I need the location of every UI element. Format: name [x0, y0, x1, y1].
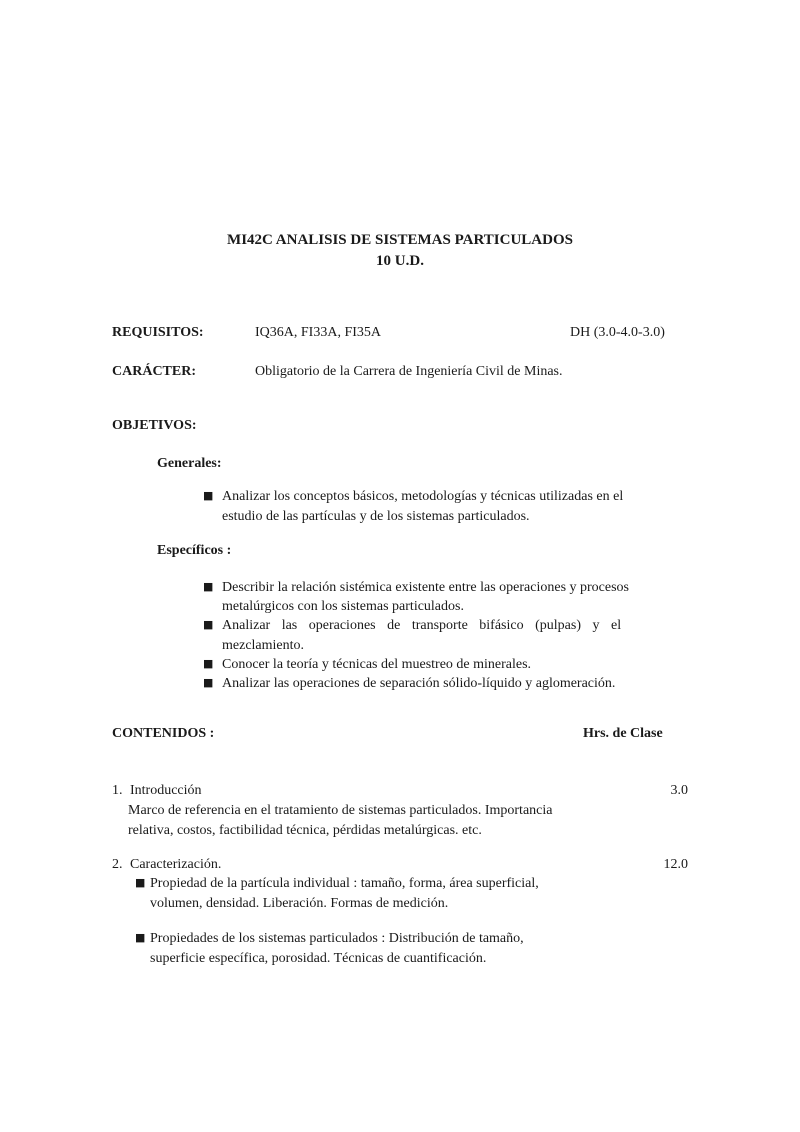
requisitos-value: IQ36A, FI33A, FI35A	[255, 325, 381, 340]
course-units: 10 U.D.	[376, 253, 424, 269]
square-bullet-icon: ■	[203, 656, 214, 670]
description-line: relativa, costos, factibilidad técnica, pérdidas metalúrgicas. etc.	[128, 822, 482, 838]
bullet-line: volumen, densidad. Liberación. Formas de medición.	[150, 895, 449, 911]
generales-heading: Generales:	[157, 456, 222, 471]
bullet-line: Analizar las operaciones de separación sólido-líquido y aglomeración.	[222, 676, 616, 692]
list-item	[203, 487, 688, 526]
list-item	[135, 929, 715, 968]
square-bullet-icon: ■	[203, 618, 214, 632]
list-item	[203, 616, 688, 654]
especificos-heading: Específicos :	[157, 543, 232, 558]
item-bullet	[135, 874, 715, 913]
objetivos-heading: OBJETIVOS:	[112, 418, 197, 433]
especificos-bullet-list	[203, 578, 688, 694]
square-bullet-icon: ■	[203, 580, 214, 593]
bullet-line: Analizar los conceptos básicos, metodologías y técnicas utilizadas en el	[222, 489, 624, 504]
square-bullet-icon: ■	[203, 489, 214, 502]
description-line: Marco de referencia en el tratamiento de sistemas particulados. Importancia	[128, 803, 553, 818]
item-number: 2.	[112, 857, 123, 872]
square-bullet-icon: ■	[135, 931, 146, 944]
bullet-line: mezclamiento.	[222, 637, 305, 653]
caracter-value: Obligatorio de la Carrera de Ingeniería Civil de Minas.	[255, 364, 563, 379]
content-item-head	[112, 781, 688, 801]
hours-column-header: Hrs. de Clase	[583, 726, 663, 741]
item-title: Caracterización.	[130, 857, 222, 872]
requisitos-label: REQUISITOS:	[112, 325, 204, 340]
contenidos-heading: CONTENIDOS :	[112, 726, 215, 741]
content-item-head	[112, 855, 688, 875]
square-bullet-icon: ■	[203, 676, 214, 690]
bullet-line: Conocer la teoría y técnicas del muestreo de minerales.	[222, 656, 532, 672]
item-hours: 3.0	[670, 783, 688, 798]
requisitos-row	[112, 323, 688, 343]
bullet-line: estudio de las partículas y de los sistemas particulados.	[222, 508, 530, 524]
list-item	[203, 655, 688, 675]
bullet-line: superficie específica, porosidad. Técnicas de cuantificación.	[150, 950, 487, 966]
generales-bullet-list	[203, 487, 688, 526]
item-number: 1.	[112, 783, 123, 798]
bullet-line: metalúrgicos con los sistemas particulados.	[222, 599, 464, 615]
course-title: MI42C ANALISIS DE SISTEMAS PARTICULADOS	[227, 232, 573, 248]
list-item	[135, 874, 715, 913]
item-description	[128, 801, 552, 840]
caracter-label: CARÁCTER:	[112, 364, 196, 379]
list-item	[203, 674, 688, 694]
bullet-line: Propiedades de los sistemas particulados : Distribución de tamaño,	[150, 931, 524, 946]
item-title: Introducción	[130, 783, 202, 798]
bullet-line: Analizar las operaciones de transporte bifásico (pulpas) y el	[222, 618, 622, 634]
list-item	[203, 578, 688, 616]
item-hours: 12.0	[663, 857, 688, 872]
square-bullet-icon: ■	[135, 876, 146, 889]
title-block	[0, 230, 800, 272]
bullet-line: Propiedad de la partícula individual : tamaño, forma, área superficial,	[150, 876, 539, 891]
requisitos-dh-code: DH (3.0-4.0-3.0)	[570, 325, 665, 340]
item-bullet	[135, 929, 715, 968]
caracter-row	[112, 362, 688, 382]
bullet-line: Describir la relación sistémica existente entre las operaciones y procesos	[222, 580, 630, 595]
